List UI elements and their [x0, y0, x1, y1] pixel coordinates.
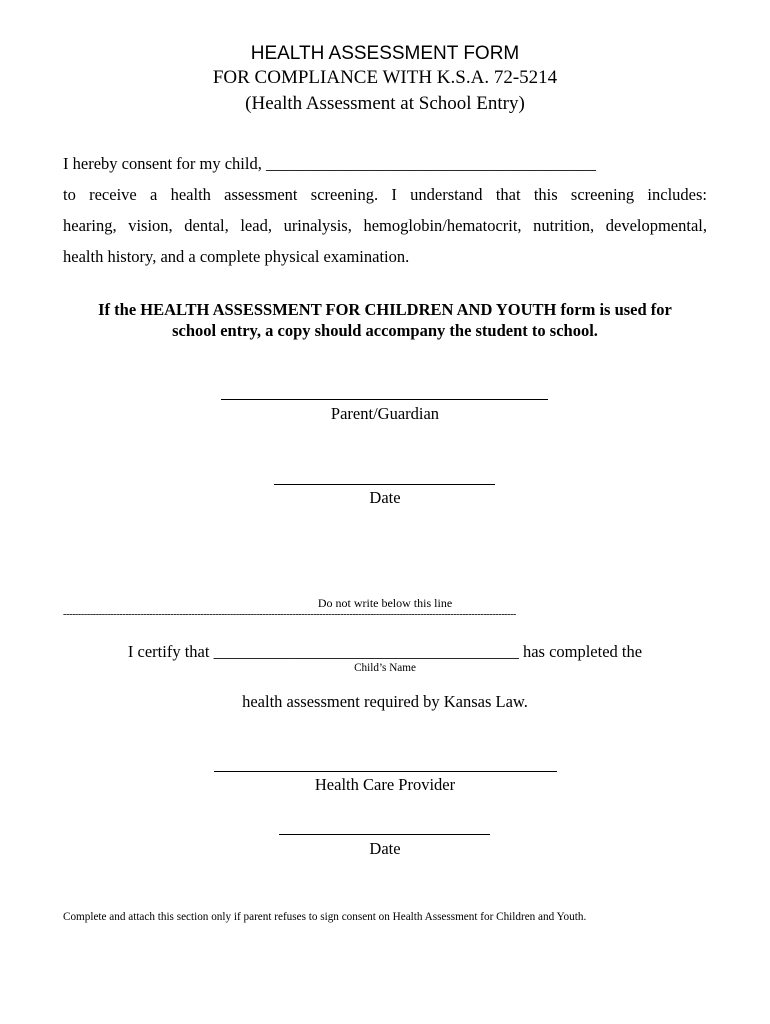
consent-line-child: I hereby consent for my child, ________________________________________ [63, 154, 596, 173]
provider-date-line[interactable] [279, 834, 490, 835]
do-not-write-text: Do not write below this line [317, 596, 453, 610]
parent-date-label: Date [369, 488, 401, 507]
child-name-label: Child’s Name [354, 662, 416, 674]
form-subtitle-2: (Health Assessment at School Entry) [245, 93, 525, 114]
consent-line-3: hearing, vision, dental, lead, urinalysis, hemoglobin/hematocrit, nutrition, developmental, [63, 216, 707, 235]
parent-signature-line[interactable] [221, 399, 548, 400]
notice-line-1: If the HEALTH ASSESSMENT FOR CHILDREN AND YOUTH form is used for [98, 300, 672, 319]
parent-date-line[interactable] [274, 484, 495, 485]
form-title: HEALTH ASSESSMENT FORM [250, 43, 520, 64]
form-subtitle: FOR COMPLIANCE WITH K.S.A. 72-5214 [212, 67, 558, 88]
footer-note: Complete and attach this section only if parent refuses to sign consent on Health Assessment for Children and Youth. [63, 911, 587, 923]
dashed-divider: -------------------------------------------------------------------------------------------------------------------------------------------------------- [63, 609, 516, 620]
provider-signature-line[interactable] [214, 771, 557, 772]
consent-line-4: health history, and a complete physical examination. [63, 247, 410, 266]
provider-date-label: Date [369, 839, 401, 858]
certify-line: I certify that _____________________________________ has completed the [127, 642, 643, 661]
consent-line-2: to receive a health assessment screening. I understand that this screening includes: [63, 185, 707, 204]
notice-line-2: school entry, a copy should accompany the student to school. [172, 321, 598, 340]
health-care-provider-label: Health Care Provider [314, 775, 456, 794]
parent-guardian-label: Parent/Guardian [330, 404, 440, 423]
certify-line-2: health assessment required by Kansas Law. [242, 692, 528, 711]
